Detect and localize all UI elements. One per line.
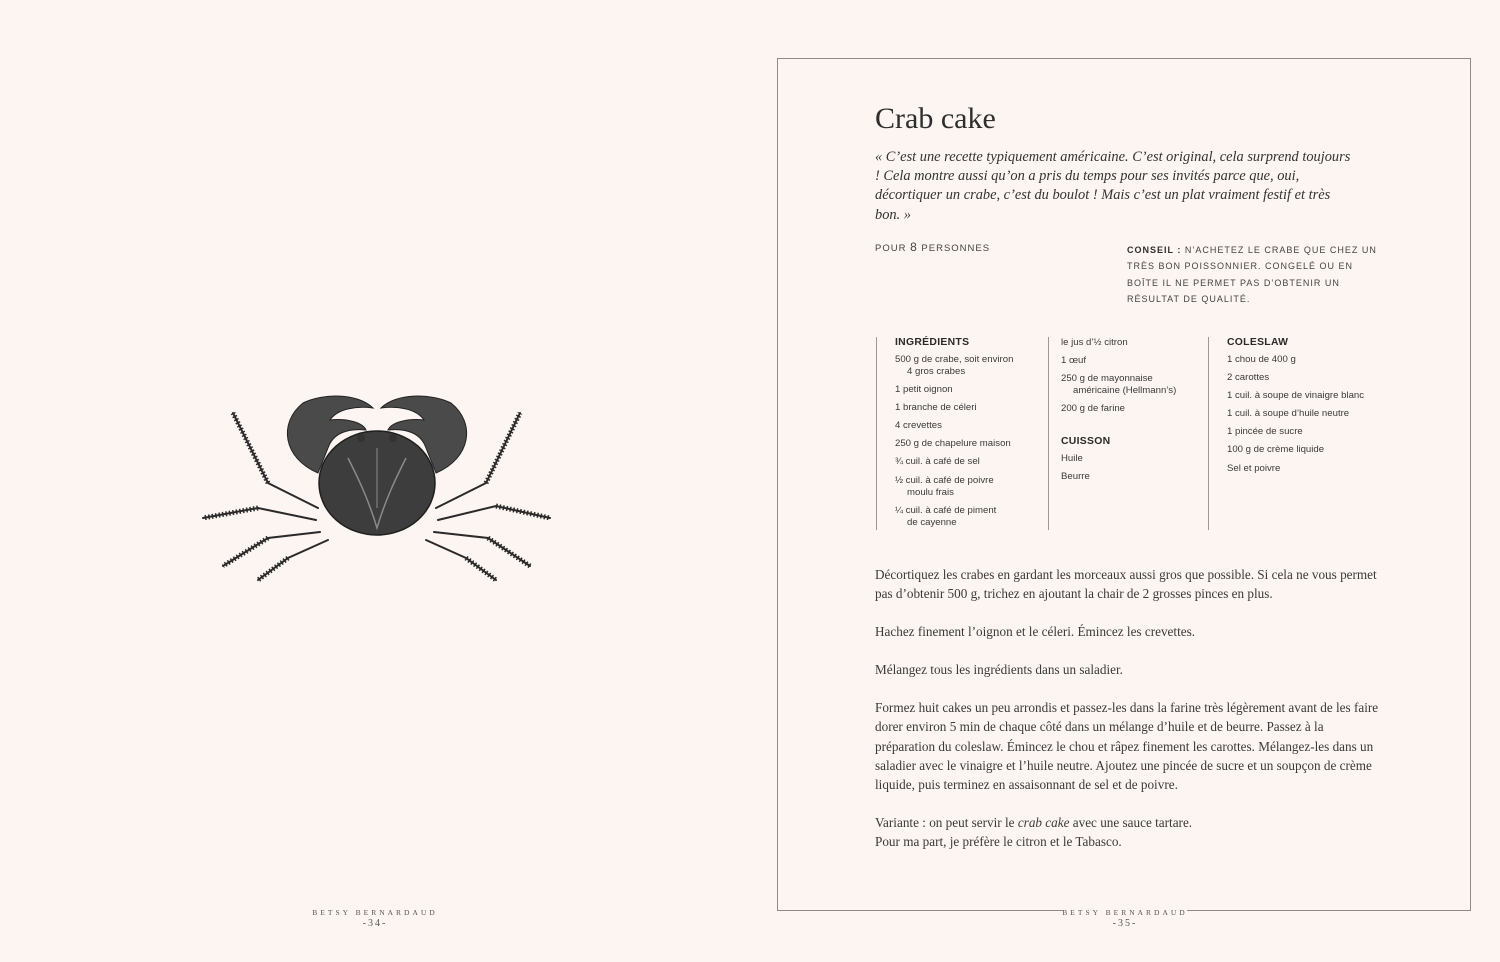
step-paragraph: Mélangez tous les ingrédients dans un saladier. [875, 662, 1123, 678]
servings-suffix: PERSONNES [921, 243, 991, 254]
coleslaw-column [1208, 337, 1387, 530]
coleslaw-item: 1 chou de 400 g [1227, 354, 1296, 365]
ingredient-item: 200 g de farine [1061, 403, 1126, 415]
ingredient-item: 4 crevettes [895, 420, 942, 432]
cooking-item: Beurre [1061, 471, 1090, 483]
ingredients-heading: INGRÉDIENTS [895, 337, 970, 348]
variant-note: Variante : on peut servir le crab cake avec une sauce tartare. Pour ma part, je préfère le citron et le Tabasco. [875, 814, 1193, 849]
ingredient-item: ¼ cuil. à café de piment de cayenne [895, 504, 997, 528]
cooking-item: Huile [1061, 453, 1083, 465]
page-number: -35- [1112, 918, 1138, 929]
servings-prefix: POUR [875, 243, 907, 254]
crab-illustration [198, 388, 556, 584]
coleslaw-item: 2 carottes [1227, 372, 1270, 384]
tip-box [1127, 242, 1382, 307]
step-paragraph: Hachez finement l’oignon et le céleri. Émincez les crevettes. [875, 624, 1196, 640]
cooking-heading: CUISSON [1061, 436, 1111, 448]
recipe-title: Crab cake [875, 102, 996, 135]
step-paragraph: Formez huit cakes un peu arrondis et passez-les dans la farine très légèrement avant de les faire dorer environ 5 min de chaque côté dans un mélange d’huile et de beurre. Passez à la préparation du coleslaw. Émincez le chou et râpez finement les carottes. Mélangez-les dans un saladier avec le vinaigre et l’huile neutre. Ajoutez une pincée de sucre et un soupçon de crème liquide, puis terminez en assaisonnant de sel et de poivre. [875, 700, 1379, 792]
coleslaw-item: Sel et poivre [1227, 462, 1281, 474]
ingredient-item: ½ cuil. à café de poivre moulu frais [895, 474, 994, 498]
ingredients-column [876, 337, 1045, 530]
coleslaw-heading: COLESLAW [1227, 337, 1289, 348]
coleslaw-item: 1 pincée de sucre [1227, 426, 1303, 438]
coleslaw-item: 100 g de crème liquide [1227, 444, 1325, 456]
ingredient-item: 250 g de mayonnaise américaine (Hellmann’s) [1061, 373, 1177, 397]
page-number: -34- [362, 918, 388, 929]
author-name: BETSY BERNARDAUD [312, 908, 438, 917]
author-name: BETSY BERNARDAUD [1062, 908, 1188, 917]
tip-label: CONSEIL : [1127, 245, 1182, 255]
ingredient-item: 250 g de chapelure maison [895, 438, 1011, 450]
ingredient-item: ¾ cuil. à café de sel [895, 456, 980, 468]
step-paragraph: Décortiquez les crabes en gardant les morceaux aussi gros que possible. Si cela ne vous permet pas d’obtenir 500 g, trichez en ajoutant la chair de 2 grosses pinces en plus. [875, 567, 1377, 602]
ingredient-item: 500 g de crabe, soit environ 4 gros crabes [895, 354, 1014, 377]
tip-text: N’ACHETEZ LE CRABE QUE CHEZ UN TRÈS BON POISSONNIER. CONGELÉ OU EN BOÎTE IL NE PERMET PAS D’OBTENIR UN RÉSULTAT DE QUALITÉ. [1127, 245, 1377, 304]
servings [875, 240, 990, 254]
recipe-quote: « C’est une recette typiquement américaine. C’est original, cela surprend toujours ! Cela montre aussi qu’on a pris du temps pour ses invités parce que, oui, décortiquer un crabe, c’est du boulot ! Mais c’est un plat vraiment festif et très bon. » [875, 149, 1351, 223]
left-page-footer [300, 908, 450, 929]
ingredient-item: 1 petit oignon [895, 384, 953, 396]
ingredient-item: 1 branche de céleri [895, 402, 977, 414]
recipe-steps [875, 565, 1385, 851]
right-page-footer [1050, 908, 1200, 929]
ingredient-item: 1 œuf [1061, 355, 1087, 367]
coleslaw-item: 1 cuil. à soupe d’huile neutre [1227, 408, 1350, 420]
coleslaw-item: 1 cuil. à soupe de vinaigre blanc [1227, 390, 1365, 402]
ingredient-item: le jus d’½ citron [1061, 337, 1128, 348]
servings-count: 8 [910, 240, 918, 254]
ingredients-continued-column [1048, 337, 1209, 530]
